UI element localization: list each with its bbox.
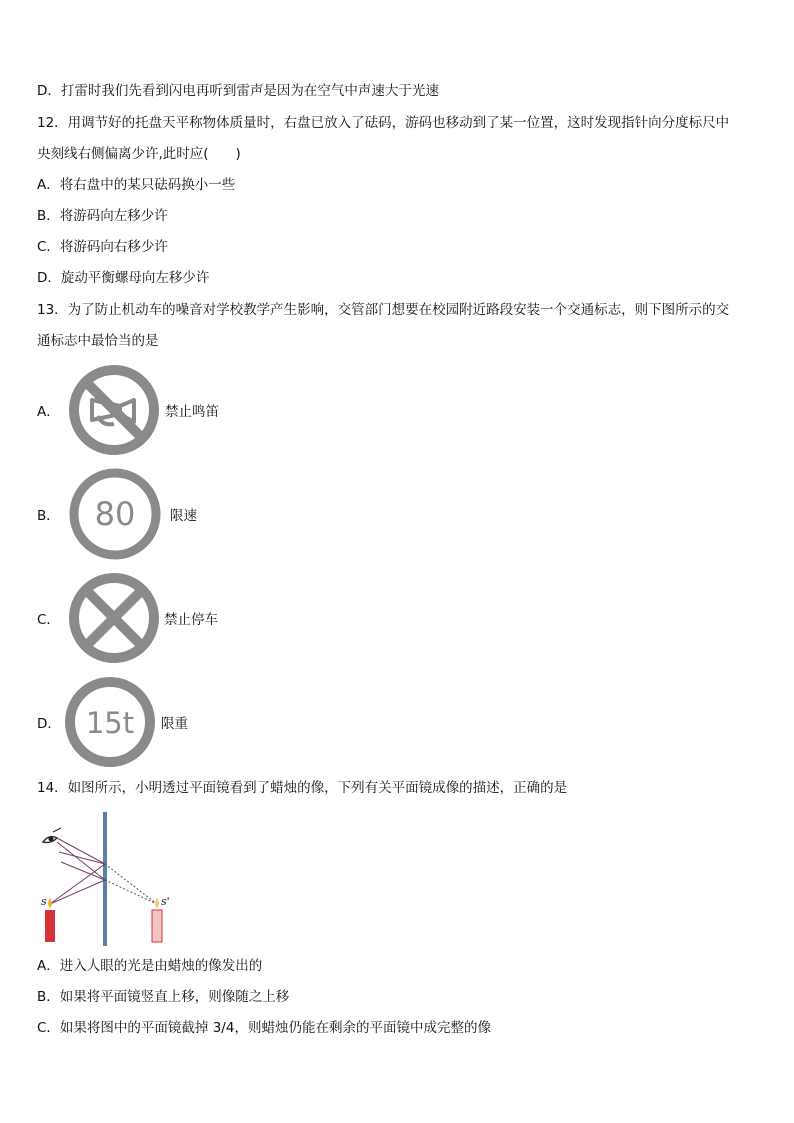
q11-option-d: D．打雷时我们先看到闪电再听到雷声是因为在空气中声速大于光速 <box>37 83 439 99</box>
q12-option-b: B．将游码向左移少许 <box>37 208 168 224</box>
label-s-prime: s' <box>161 895 170 908</box>
q13-option-a-caption: 禁止鸣笛 <box>165 404 219 420</box>
q13-option-b-letter: B． <box>37 508 60 524</box>
q13-option-d-letter: D． <box>37 716 61 732</box>
q13-option-a-letter: A． <box>37 404 60 420</box>
q13-option-d-caption: 限重 <box>161 716 188 732</box>
eye-icon <box>43 828 61 843</box>
q12-stem-line2: 央刻线右侧偏离少许,此时应( ) <box>37 146 241 162</box>
plane-mirror-figure <box>35 812 175 946</box>
no-parking-sign-icon <box>68 572 160 664</box>
speed-limit-sign-icon <box>68 467 162 561</box>
speed-limit-number: 80 <box>94 495 136 533</box>
weight-limit-sign-icon <box>64 676 156 768</box>
q12-option-d: D．旋动平衡螺母向左移少许 <box>37 270 210 286</box>
q13-option-c-letter: C． <box>37 612 60 628</box>
q14-option-b: B．如果将平面镜竖直上移，则像随之上移 <box>37 989 290 1005</box>
label-s: s <box>41 895 47 908</box>
q12-option-a: A．将右盘中的某只砝码换小一些 <box>37 177 236 193</box>
q12-stem-line1: 12．用调节好的托盘天平称物体质量时，右盘已放入了砝码，游码也移动到了某一位置，这时发现指针向分度标尺中 <box>37 115 730 131</box>
q14-option-a: A．进入人眼的光是由蜡烛的像发出的 <box>37 958 263 974</box>
q13-stem-line1: 13．为了防止机动车的噪音对学校教学产生影响，交管部门想要在校园附近路段安装一个交通标志，则下图所示的交 <box>37 302 730 318</box>
q14-option-c: C．如果将图中的平面镜截掉 3/4，则蜡烛仍能在剩余的平面镜中成完整的像 <box>37 1020 491 1036</box>
weight-limit-number: 15t <box>85 706 135 740</box>
q13-option-c-caption: 禁止停车 <box>164 612 218 628</box>
q13-option-b-caption: 限速 <box>170 508 197 524</box>
q12-option-c: C．将游码向右移少许 <box>37 239 168 255</box>
q14-stem: 14．如图所示，小明透过平面镜看到了蜡烛的像，下列有关平面镜成像的描述，正确的是 <box>37 780 568 796</box>
q13-stem-line2: 通标志中最恰当的是 <box>37 333 159 349</box>
no-horn-sign-icon <box>68 364 160 456</box>
